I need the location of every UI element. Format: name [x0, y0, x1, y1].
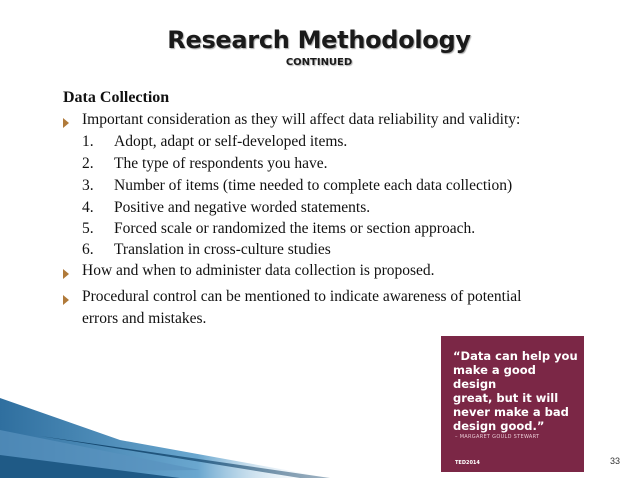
- quote-text: “Data can help you make a good design great, but it will never make a bad design good.”: [453, 349, 578, 433]
- list-item: Translation in cross-culture studies: [114, 241, 331, 258]
- list-item: Adopt, adapt or self-developed items.: [114, 133, 348, 150]
- list-number: 3.: [82, 177, 94, 194]
- list-number: 4.: [82, 199, 94, 216]
- slide-title: Research Methodology: [167, 26, 471, 54]
- bullet-arrow-icon: [63, 295, 69, 305]
- list-item: Positive and negative worded statements.: [114, 199, 371, 216]
- list-item: The type of respondents you have.: [114, 155, 328, 172]
- bullet-text: Important consideration as they will affect data reliability and validity:: [82, 111, 521, 128]
- bullet-arrow-icon: [63, 269, 69, 279]
- quote-image: [441, 336, 584, 472]
- list-item: Forced scale or randomized the items or section approach.: [114, 220, 476, 237]
- slide-subtitle: CONTINUED: [285, 57, 353, 68]
- list-number: 6.: [82, 241, 94, 258]
- quote-brand-logo: TED2014: [455, 460, 480, 466]
- list-number: 2.: [82, 155, 94, 172]
- bullet-arrow-icon: [63, 118, 69, 128]
- bullet-text: How and when to administer data collection is proposed.: [82, 262, 435, 279]
- section-heading: Data Collection: [63, 89, 170, 106]
- quote-author: – MARGARET GOULD STEWART: [455, 434, 540, 440]
- list-number: 1.: [82, 133, 94, 150]
- bullet-text: Procedural control can be mentioned to indicate awareness of potential: [82, 288, 522, 305]
- page-number: 33: [610, 456, 621, 466]
- list-item: Number of items (time needed to complete each data collection): [114, 177, 513, 194]
- bullet-text-continued: errors and mistakes.: [82, 310, 207, 327]
- list-number: 5.: [82, 220, 94, 237]
- decorative-swoosh: [0, 370, 420, 479]
